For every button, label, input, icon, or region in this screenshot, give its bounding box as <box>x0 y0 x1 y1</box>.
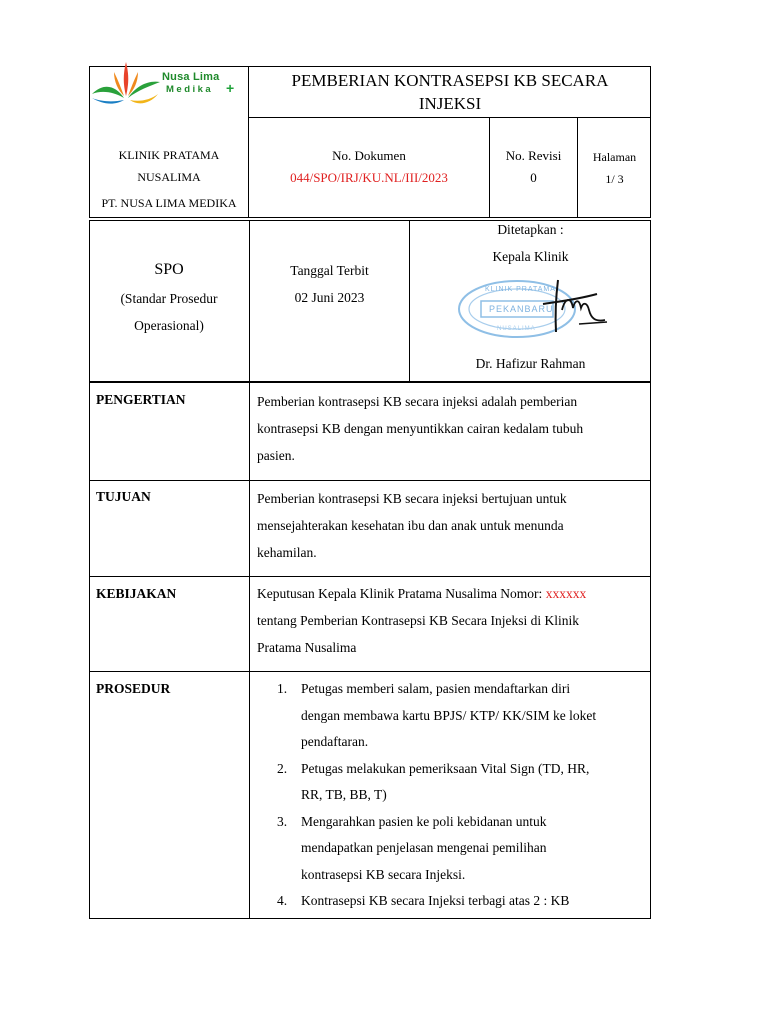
stamp-text: PEKANBARU <box>489 304 554 314</box>
plus-icon: + <box>226 80 235 96</box>
step-text-line: Mengarahkan pasien ke poli kebidanan untuk <box>301 813 547 829</box>
step-text-line: pendaftaran. <box>301 734 369 749</box>
divider <box>89 480 651 481</box>
divider <box>89 671 651 672</box>
clinic-name-line1: KLINIK PRATAMA <box>118 148 220 162</box>
step-text-line: dengan membawa kartu BPJS/ KTP/ KK/SIM ke loket <box>301 707 597 723</box>
procedure-step <box>277 756 649 809</box>
document-title-line2: INJEKSI <box>418 94 482 113</box>
approver-name: Dr. Hafizur Rahman <box>475 356 586 371</box>
spo-subtitle-line2: Operasional) <box>134 318 204 333</box>
text-line <box>257 580 647 607</box>
divider <box>249 382 250 919</box>
stamp-signature <box>455 274 613 344</box>
step-text-line: RR, TB, BB, T) <box>301 787 387 802</box>
text-line: Pratama Nusalima <box>257 640 357 655</box>
clinic-logo <box>90 58 246 110</box>
section-label-pengertian: PENGERTIAN <box>96 392 186 407</box>
section-text-tujuan <box>257 485 647 566</box>
section-label-prosedur: PROSEDUR <box>96 681 171 696</box>
section-text-pengertian <box>257 388 647 469</box>
divider <box>248 117 651 118</box>
text-line: Pemberian kontrasepsi KB secara injeksi bertujuan untuk <box>257 491 567 506</box>
divider <box>577 117 578 218</box>
step-text-line: kontrasepsi KB secara Injeksi. <box>301 866 466 882</box>
clinic-name-line2: NUSALIMA <box>137 170 201 184</box>
step-number: 4. <box>277 893 288 908</box>
section-label-kebijakan: KEBIJAKAN <box>96 586 177 601</box>
text-line: kehamilan. <box>257 545 317 560</box>
step-text-line: Petugas memberi salam, pasien mendaftarkan diri <box>301 681 571 696</box>
doc-number-value: 044/SPO/IRJ/KU.NL/III/2023 <box>290 170 448 185</box>
text-line: kontrasepsi KB dengan menyuntikkan cairan kedalam tubuh <box>257 421 584 436</box>
revision-label: No. Revisi <box>505 148 562 163</box>
step-number: 3. <box>277 813 288 829</box>
procedure-step <box>277 888 649 915</box>
approved-label: Ditetapkan : <box>497 222 564 237</box>
text-line: pasien. <box>257 448 295 463</box>
step-number: 2. <box>277 760 288 776</box>
page-label: Halaman <box>592 150 637 164</box>
decree-number: xxxxxx <box>545 586 587 601</box>
step-text-line: Kontrasepsi KB secara Injeksi terbagi atas 2 : KB <box>301 893 570 908</box>
approver-title: Kepala Klinik <box>492 249 569 264</box>
document-title-line1: PEMBERIAN KONTRASEPSI KB SECARA <box>291 71 609 90</box>
section-text-kebijakan <box>257 580 647 661</box>
issue-date-value: 02 Juni 2023 <box>294 290 365 305</box>
text-line: mensejahterakan kesehatan ibu dan anak untuk menunda <box>257 518 564 533</box>
doc-number-label: No. Dokumen <box>332 148 406 163</box>
revision-value: 0 <box>530 170 537 185</box>
text-line: tentang Pemberian Kontrasepsi KB Secara Injeksi di Klinik <box>257 613 580 628</box>
spo-subtitle-line1: (Standar Prosedur <box>120 291 218 306</box>
step-number: 1. <box>277 681 288 696</box>
step-text-line: mendapatkan penjelasan mengenai pemilihan <box>301 840 547 855</box>
text-segment: Keputusan Kepala Klinik Pratama Nusalima Nomor: <box>257 586 546 601</box>
procedure-step <box>277 809 649 889</box>
company-name: PT. NUSA LIMA MEDIKA <box>101 196 237 210</box>
stamp-text: KLINIK PRATAMA <box>485 286 556 293</box>
procedure-list <box>277 676 649 915</box>
divider <box>89 576 651 577</box>
issue-date-label: Tanggal Terbit <box>290 263 369 278</box>
stamp-text: NUSALIMA <box>497 326 536 332</box>
section-label-tujuan: TUJUAN <box>96 489 151 504</box>
spo-title: SPO <box>154 261 184 278</box>
text-line: Pemberian kontrasepsi KB secara injeksi adalah pemberian <box>257 394 578 409</box>
logo-text: Nusa Lima <box>162 71 220 83</box>
divider <box>489 117 490 218</box>
page-value: 1/ 3 <box>605 172 624 186</box>
step-text-line: Petugas melakukan pemeriksaan Vital Sign (TD, HR, <box>301 760 590 776</box>
procedure-step <box>277 676 649 756</box>
logo-text: Medika <box>166 84 214 95</box>
